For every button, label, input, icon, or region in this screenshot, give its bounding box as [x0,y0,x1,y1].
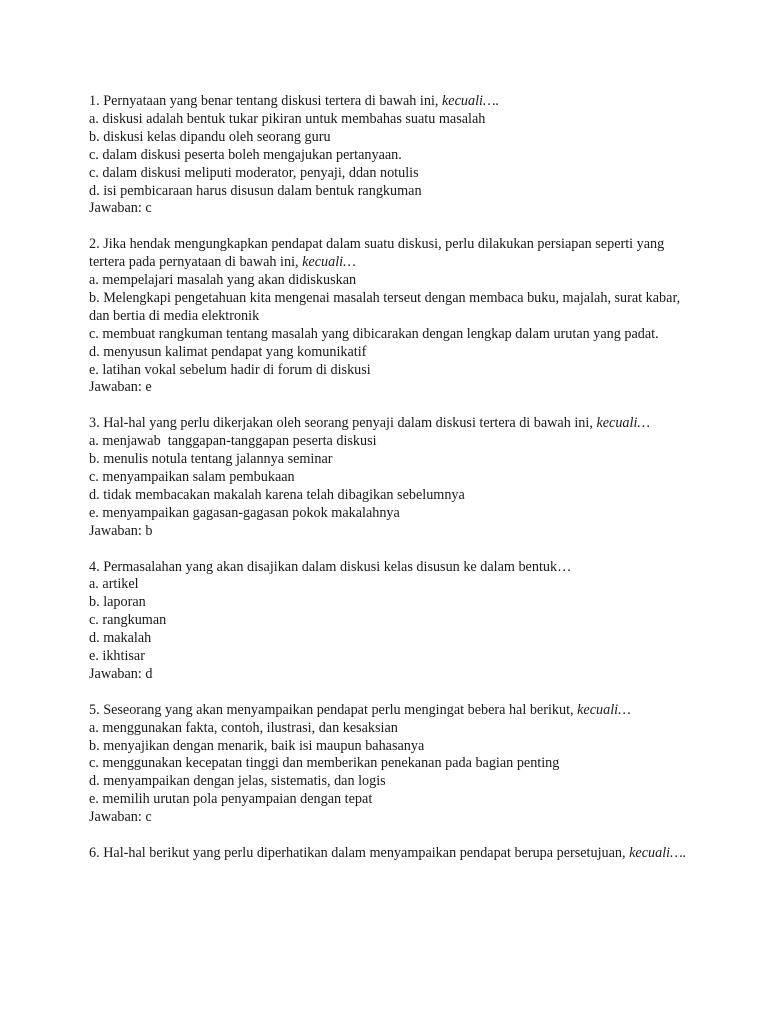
question-1-option: a. diskusi adalah bentuk tukar pikiran untuk membahas suatu masalah [89,110,486,127]
question-1-option: b. diskusi kelas dipandu oleh seorang guru [89,128,331,145]
question-5-option: a. menggunakan fakta, contoh, ilustrasi, dan kesaksian [89,719,398,736]
question-2 [89,236,689,397]
question-3-keyword: kecuali [596,415,638,432]
question-2-option: b. Melengkapi pengetahuan kita mengenai masalah terseut dengan membaca buku, majalah, surat kabar, dan bertia di media elektronik [89,289,681,324]
question-5-option: b. menyajikan dengan menarik, baik isi maupun bahasanya [89,737,425,754]
question-3-option: c. menyampaikan salam pembukaan [89,469,295,485]
question-1-text [89,93,689,111]
question-2-option: a. mempelajari masalah yang akan didiskuskan [89,272,357,289]
question-1-keyword: kecuali [442,93,483,109]
question-5-answer: Jawaban: c [89,809,152,826]
question-6-keyword: kecuali [629,844,671,861]
question-4-stem: 4. Permasalahan yang akan disajikan dalam diskusi kelas disusun ke dalam bentuk… [89,558,572,575]
question-6-text [89,845,689,863]
question-2-text [89,236,689,272]
question-4-option: e. ikhtisar [89,648,145,665]
question-5-option: c. menggunakan kecepatan tinggi dan memberikan penekanan pada bagian penting [89,755,560,772]
question-6-suffix: …. [670,844,687,861]
question-4-option: a. artikel [89,576,139,593]
question-3-text [89,415,689,433]
question-2-option: d. menyusun kalimat pendapat yang komunikatif [89,343,367,360]
question-4-text [89,559,689,577]
question-4 [89,559,689,684]
question-5-stem: 5. Seseorang yang akan menyampaikan pendapat perlu mengingat bebera hal berikut, [89,701,578,718]
question-4-option: d. makalah [89,630,152,647]
question-5-keyword: kecuali [577,701,619,718]
question-1-option: c. dalam diskusi meliputi moderator, penyaji, ddan notulis [89,164,419,181]
question-5-option: d. menyampaikan dengan jelas, sistematis, dan logis [89,773,386,790]
question-5 [89,702,689,827]
question-5-suffix: … [618,701,631,718]
question-1-answer: Jawaban: c [89,200,152,217]
question-2-answer: Jawaban: e [89,379,152,396]
question-5-text [89,702,689,720]
question-3-stem: 3. Hal-hal yang perlu dikerjakan oleh seorang penyaji dalam diskusi tertera di bawah ini, [89,415,597,432]
question-1 [89,93,689,218]
question-3-option: e. menyampaikan gagasan-gagasan pokok makalahnya [89,504,400,521]
question-2-suffix: … [343,254,356,271]
question-3-answer: Jawaban: b [89,522,153,539]
question-6 [89,845,689,863]
question-3-option: a. menjawab tanggapan-tanggapan peserta diskusi [89,433,377,450]
question-5-option: e. memilih urutan pola penyampaian dengan tepat [89,791,373,808]
question-1-option: c. dalam diskusi peserta boleh mengajukan pertanyaan. [89,146,402,163]
question-3-option: b. menulis notula tentang jalannya seminar [89,451,333,468]
question-2-stem: 2. Jika hendak mengungkapkan pendapat dalam suatu diskusi, perlu dilakukan persiapan seperti yang tertera pada pernyataan di bawah ini, [89,236,665,271]
question-1-option: d. isi pembicaraan harus disusun dalam bentuk rangkuman [89,182,422,199]
question-4-option: b. laporan [89,594,146,611]
document-page [89,93,689,881]
question-3-option: d. tidak membacakan makalah karena telah dibagikan sebelumnya [89,486,465,503]
question-4-answer: Jawaban: d [89,665,153,682]
question-2-option: c. membuat rangkuman tentang masalah yang dibicarakan dengan lengkap dalam urutan yang padat. [89,325,659,342]
question-1-stem: 1. Pernyataan yang benar tentang diskusi tertera di bawah ini, [89,93,442,109]
question-4-option: c. rangkuman [89,612,167,629]
question-3-suffix: … [637,415,651,432]
question-6-stem: 6. Hal-hal berikut yang perlu diperhatikan dalam menyampaikan pendapat berupa persetujuan, [89,844,630,861]
question-2-option: e. latihan vokal sebelum hadir di forum di diskusi [89,361,371,378]
question-3 [89,415,689,540]
question-2-keyword: kecuali [302,254,344,271]
question-1-suffix: …. [482,93,500,109]
